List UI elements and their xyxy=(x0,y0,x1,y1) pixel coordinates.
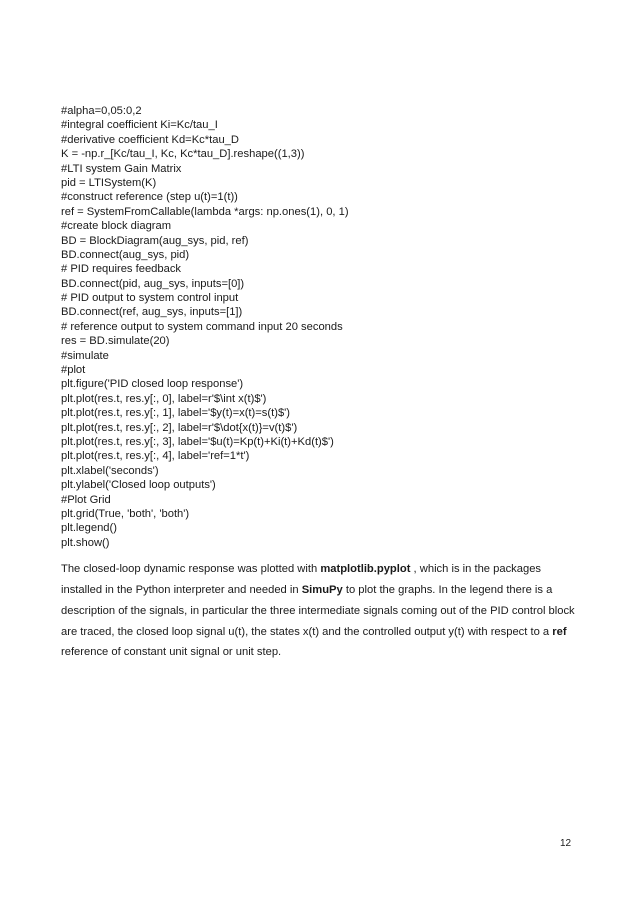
paragraph-text: The closed-loop dynamic response was plotted with xyxy=(61,563,321,576)
code-line: #construct reference (step u(t)=1(t)) xyxy=(61,191,238,204)
code-line: plt.plot(res.t, res.y[:, 3], label='$u(t)=Kp(t)+Ki(t)+Kd(t)$') xyxy=(61,435,334,448)
code-line: plt.plot(res.t, res.y[:, 1], label='$y(t)=x(t)=s(t)$') xyxy=(61,407,291,420)
code-line: #integral coefficient Ki=Kc/tau_I xyxy=(61,119,218,132)
code-line: #alpha=0,05:0,2 xyxy=(61,105,142,117)
body-paragraph xyxy=(61,559,581,663)
page-number: 12 xyxy=(560,838,572,849)
code-line: BD = BlockDiagram(aug_sys, pid, ref) xyxy=(61,234,249,247)
paragraph-text: to plot the graphs. In the legend there is a description of the signals, in particular the three intermediate signals coming out of the PID control block are traced, the closed loop signal u(t), the states x(t) and the controlled output y(t) with respect to a xyxy=(61,583,575,638)
code-line: plt.ylabel('Closed loop outputs') xyxy=(61,479,216,492)
paragraph-text: , which is in the packages installed in the Python interpreter and needed in xyxy=(61,563,542,596)
code-line: res = BD.simulate(20) xyxy=(61,335,170,348)
code-line: # reference output to system command input 20 seconds xyxy=(61,320,343,333)
code-line: pid = LTISystem(K) xyxy=(61,176,157,189)
paragraph-text: reference of constant unit signal or unit step. xyxy=(61,646,282,659)
code-line: BD.connect(pid, aug_sys, inputs=[0]) xyxy=(61,277,245,290)
code-line: BD.connect(aug_sys, pid) xyxy=(61,248,190,261)
code-line: #plot xyxy=(61,364,86,377)
code-line: # PID requires feedback xyxy=(61,263,182,276)
code-line: plt.figure('PID closed loop response') xyxy=(61,378,244,391)
code-line: plt.xlabel('seconds') xyxy=(61,464,159,477)
code-line: plt.plot(res.t, res.y[:, 2], label=r'$\dot{x(t)}=v(t)$') xyxy=(61,421,298,434)
code-line: plt.show() xyxy=(61,536,110,549)
code-line: BD.connect(ref, aug_sys, inputs=[1]) xyxy=(61,306,243,319)
code-line: plt.legend() xyxy=(61,522,117,535)
code-line: plt.plot(res.t, res.y[:, 4], label='ref=1*t') xyxy=(61,450,250,463)
code-line: #Plot Grid xyxy=(61,493,111,506)
code-line: # PID output to system control input xyxy=(61,292,239,305)
paragraph-bold-term: matplotlib.pyplot xyxy=(320,563,411,576)
code-listing xyxy=(61,104,581,550)
paragraph-bold-term: ref xyxy=(552,625,567,638)
code-line: #create block diagram xyxy=(61,220,172,233)
code-line: plt.grid(True, 'both', 'both') xyxy=(61,507,190,520)
paragraph-bold-term: SimuPy xyxy=(301,583,343,596)
code-line: #derivative coefficient Kd=Kc*tau_D xyxy=(61,133,239,146)
code-line: plt.plot(res.t, res.y[:, 0], label=r'$\int x(t)$') xyxy=(61,392,267,405)
code-line: #simulate xyxy=(61,349,109,362)
code-line: ref = SystemFromCallable(lambda *args: np.ones(1), 0, 1) xyxy=(61,205,349,218)
code-line: #LTI system Gain Matrix xyxy=(61,162,182,175)
code-line: K = -np.r_[Kc/tau_I, Kc, Kc*tau_D].reshape((1,3)) xyxy=(61,148,305,161)
